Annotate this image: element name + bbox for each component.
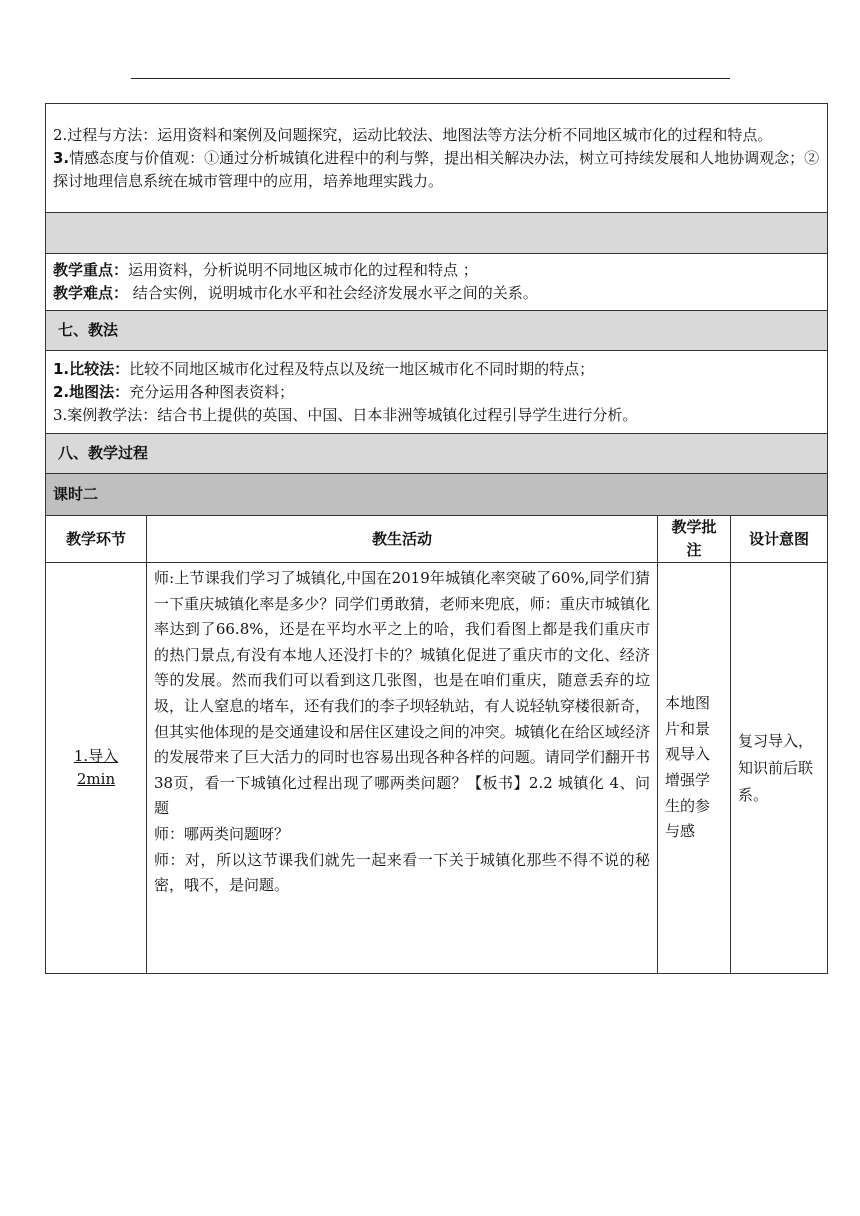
section-7-title: 七、教法 (46, 311, 828, 351)
difficult-point (53, 282, 820, 305)
lesson-title-row (46, 474, 828, 516)
methods-row (46, 351, 828, 434)
method-map (53, 381, 820, 404)
header-rule (131, 78, 730, 79)
header-intent: 设计意图 (731, 516, 828, 563)
objective-attitudes-text: 情感态度与价值观：①通过分析城镇化进程中的利与弊，提出相关解决办法，树立可持续发展和人地协调观念；②探讨地理信息系统在城市管理中的应用，培养地理实践力。 (53, 148, 820, 190)
stage-name: 1.导入 (73, 747, 119, 765)
key-point (53, 259, 820, 282)
objective-attitudes (53, 147, 820, 193)
objective-attitudes-number: 3. (53, 148, 70, 167)
table-header-row (46, 516, 828, 563)
objective-process-methods: 2.过程与方法：运用资料和案例及问题探究，运动比较法、地图法等方法分析不同地区城市化的过程和特点。 (53, 125, 773, 144)
objectives-row (46, 104, 828, 213)
header-stage: 教学环节 (46, 516, 147, 563)
lesson-title: 课时二 (46, 474, 828, 516)
key-point-label: 教学重点： (53, 261, 129, 279)
header-activity: 教生活动 (147, 516, 658, 563)
section-8-row (46, 434, 828, 474)
activity-question: 师：哪两类问题呀？ (154, 824, 290, 843)
activity-cell (147, 563, 658, 974)
activity-text: 师:上节课我们学习了城镇化,中国在2019年城镇化率突破了60%,同学们猜一下重庆城镇化率是多少？同学们勇敢猜，老师来兜底，师：重庆市城镇化率达到了66.8%，还是在平均水平之上的哈，我们看图上都是我们重庆市的热门景点,有没有本地人还没打卡的？城镇化促进了重庆市的文化、经济等的发展。然而我们可以看到这几张图，也是在咱们重庆，随意丢弃的垃圾，让人窒息的堵车，还有我们的李子坝轻轨站，有人说轻轨穿楼很新奇，但其实他体现的是交通建设和居住区建设之间的冲突。城镇化在给区域经济的发展带来了巨大活力的同时也容易出现各种各样的问题。请同学们翻开书38页，看一下城镇化过程出现了哪两类问题？【板书】2.2 城镇化 4、问题 (154, 569, 650, 818)
method-comparison (53, 358, 820, 381)
stage-cell (46, 563, 147, 974)
header-note: 教学批注 (658, 516, 731, 563)
method-map-label: 2.地图法： (53, 382, 130, 401)
method-map-text: 充分运用各种图表资料； (129, 382, 295, 401)
difficult-point-label: 教学难点： (53, 284, 129, 302)
lesson-plan-table (45, 103, 828, 974)
blank-section-row (46, 213, 828, 254)
key-point-text: 运用资料，分析说明不同地区城市化的过程和特点 ； (128, 261, 478, 279)
intent-cell: 复习导入，知识前后联系。 (731, 563, 828, 974)
activity-answer: 师：对，所以这节课我们就先一起来看一下关于城镇化那些不得不说的秘密，哦不，是问题。 (154, 850, 650, 895)
method-case: 3.案例教学法：结合书上提供的英国、中国、日本非洲等城镇化过程引导学生进行分析。 (53, 405, 638, 424)
note-cell: 本地图片和景观导入增强学生的参与感 (658, 563, 731, 974)
method-comparison-text: 比较不同地区城市化过程及特点以及统一地区城市化不同时期的特点； (129, 359, 595, 378)
method-comparison-label: 1.比较法： (53, 359, 130, 378)
table-row (46, 563, 828, 974)
difficult-point-text: 结合实例，说明城市化水平和社会经济发展水平之间的关系。 (128, 284, 538, 302)
stage-time: 2min (76, 770, 116, 788)
section-8-title: 八、教学过程 (46, 434, 828, 474)
section-7-row (46, 311, 828, 351)
focus-row (46, 254, 828, 311)
